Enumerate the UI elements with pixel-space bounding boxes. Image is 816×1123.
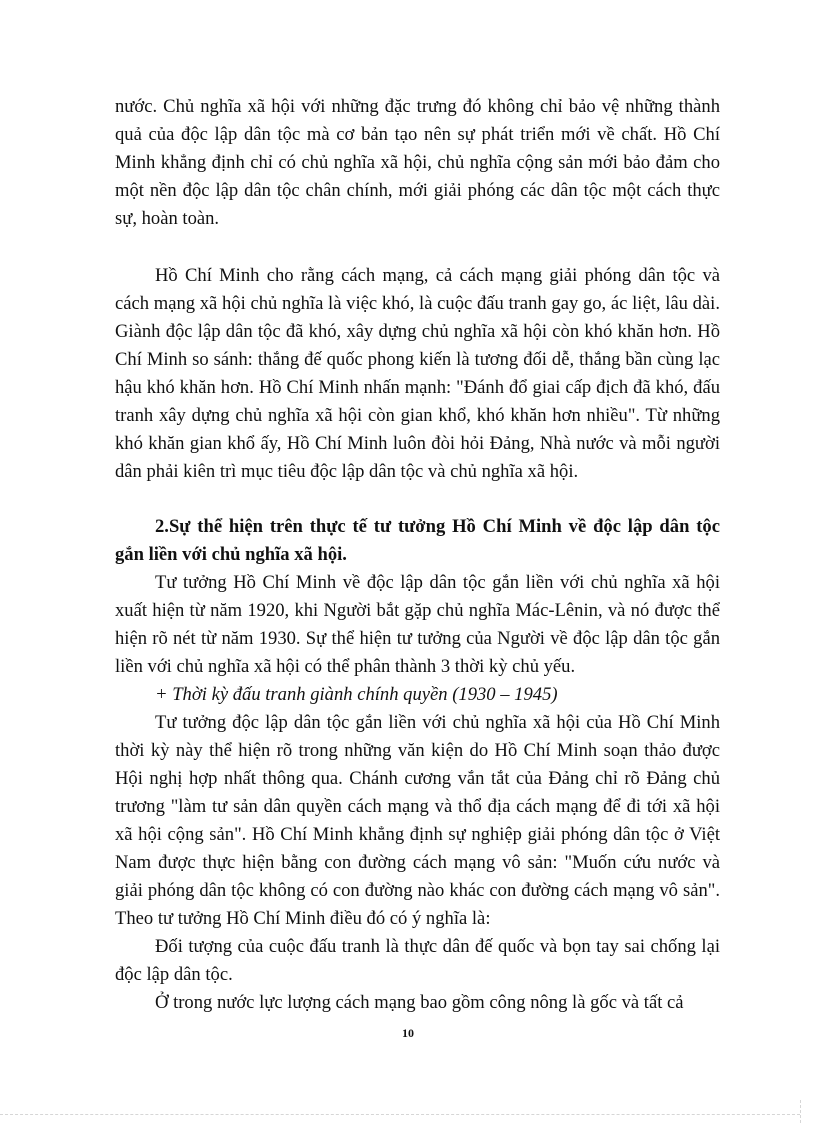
paragraph-period-detail: Tư tưởng độc lập dân tộc gắn liền với chủ nghĩa xã hội của Hồ Chí Minh thời kỳ này thể hiện rõ trong những văn kiện do Hồ Chí Minh soạn thảo được Hội nghị hợp nhất thông qua. Chánh cương vắn tắt của Đảng chỉ rõ Đảng chủ trương "làm tư sản dân quyền cách mạng và thổ địa cách mạng để đi tới xã hội xã hội cộng sản". Hồ Chí Minh khẳng định sự nghiệp giải phóng dân tộc ở Việt Nam được thực hiện bằng con đường cách mạng vô sản: "Muốn cứu nước và giải phóng dân tộc không có con đường nào khác con đường cách mạng vô sản". Theo tư tưởng Hồ Chí Minh điều đó có ý nghĩa là: xyxy=(115,712,720,929)
paragraph-group-1 xyxy=(115,93,720,233)
page-number: 10 xyxy=(402,1026,414,1040)
paragraph-forces: Ở trong nước lực lượng cách mạng bao gồm công nông là gốc và tất cả xyxy=(155,992,684,1013)
paragraph-group-3 xyxy=(115,513,720,1017)
page-bottom-divider xyxy=(0,1114,800,1115)
paragraph-difficulty: Hồ Chí Minh cho rằng cách mạng, cả cách mạng giải phóng dân tộc và cách mạng xã hội chủ nghĩa là việc khó, là cuộc đấu tranh gay go, ác liệt, lâu dài. Giành độc lập dân tộc đã khó, xây dựng chủ nghĩa xã hội còn khó khăn hơn. Hồ Chí Minh so sánh: thắng đế quốc phong kiến là tương đối dễ, thắng bần cùng lạc hậu khó khăn hơn. Hồ Chí Minh nhấn mạnh: "Đánh đổ giai cấp địch đã khó, đấu tranh xây dựng chủ nghĩa xã hội còn gian khổ, khó khăn hơn nhiều". Từ những khó khăn gian khổ ấy, Hồ Chí Minh luôn đòi hỏi Đảng, Nhà nước và mỗi người dân phải kiên trì mục tiêu độc lập dân tộc và chủ nghĩa xã hội. xyxy=(115,265,720,482)
paragraph-target: Đối tượng của cuộc đấu tranh là thực dân đế quốc và bọn tay sai chống lại độc lập dân tộc. xyxy=(115,936,720,985)
paragraph-origin: Tư tưởng Hồ Chí Minh về độc lập dân tộc gắn liền với chủ nghĩa xã hội xuất hiện từ năm 1920, khi Người bắt gặp chủ nghĩa Mác-Lênin, và nó được thể hiện rõ nét từ năm 1930. Sự thể hiện tư tưởng của Người về độc lập dân tộc gắn liền với chủ nghĩa xã hội có thể phân thành 3 thời kỳ chủ yếu. xyxy=(115,572,720,677)
page-right-divider xyxy=(800,1100,801,1123)
paragraph-continuation: nước. Chủ nghĩa xã hội với những đặc trưng đó không chỉ bảo vệ những thành quả của độc lập dân tộc mà cơ bản tạo nên sự phát triển mới về chất. Hồ Chí Minh khẳng định chỉ có chủ nghĩa xã hội, chủ nghĩa cộng sản mới bảo đảm cho một nền độc lập dân tộc chân chính, mới giải phóng các dân tộc một cách thực sự, hoàn toàn. xyxy=(115,96,720,229)
period-subheading: + Thời kỳ đấu tranh giành chính quyền (1930 – 1945) xyxy=(155,684,558,705)
paragraph-group-2 xyxy=(115,262,720,486)
section-heading: 2.Sự thể hiện trên thực tế tư tưởng Hồ Chí Minh về độc lập dân tộc gắn liền với chủ nghĩa xã hội. xyxy=(115,516,720,565)
